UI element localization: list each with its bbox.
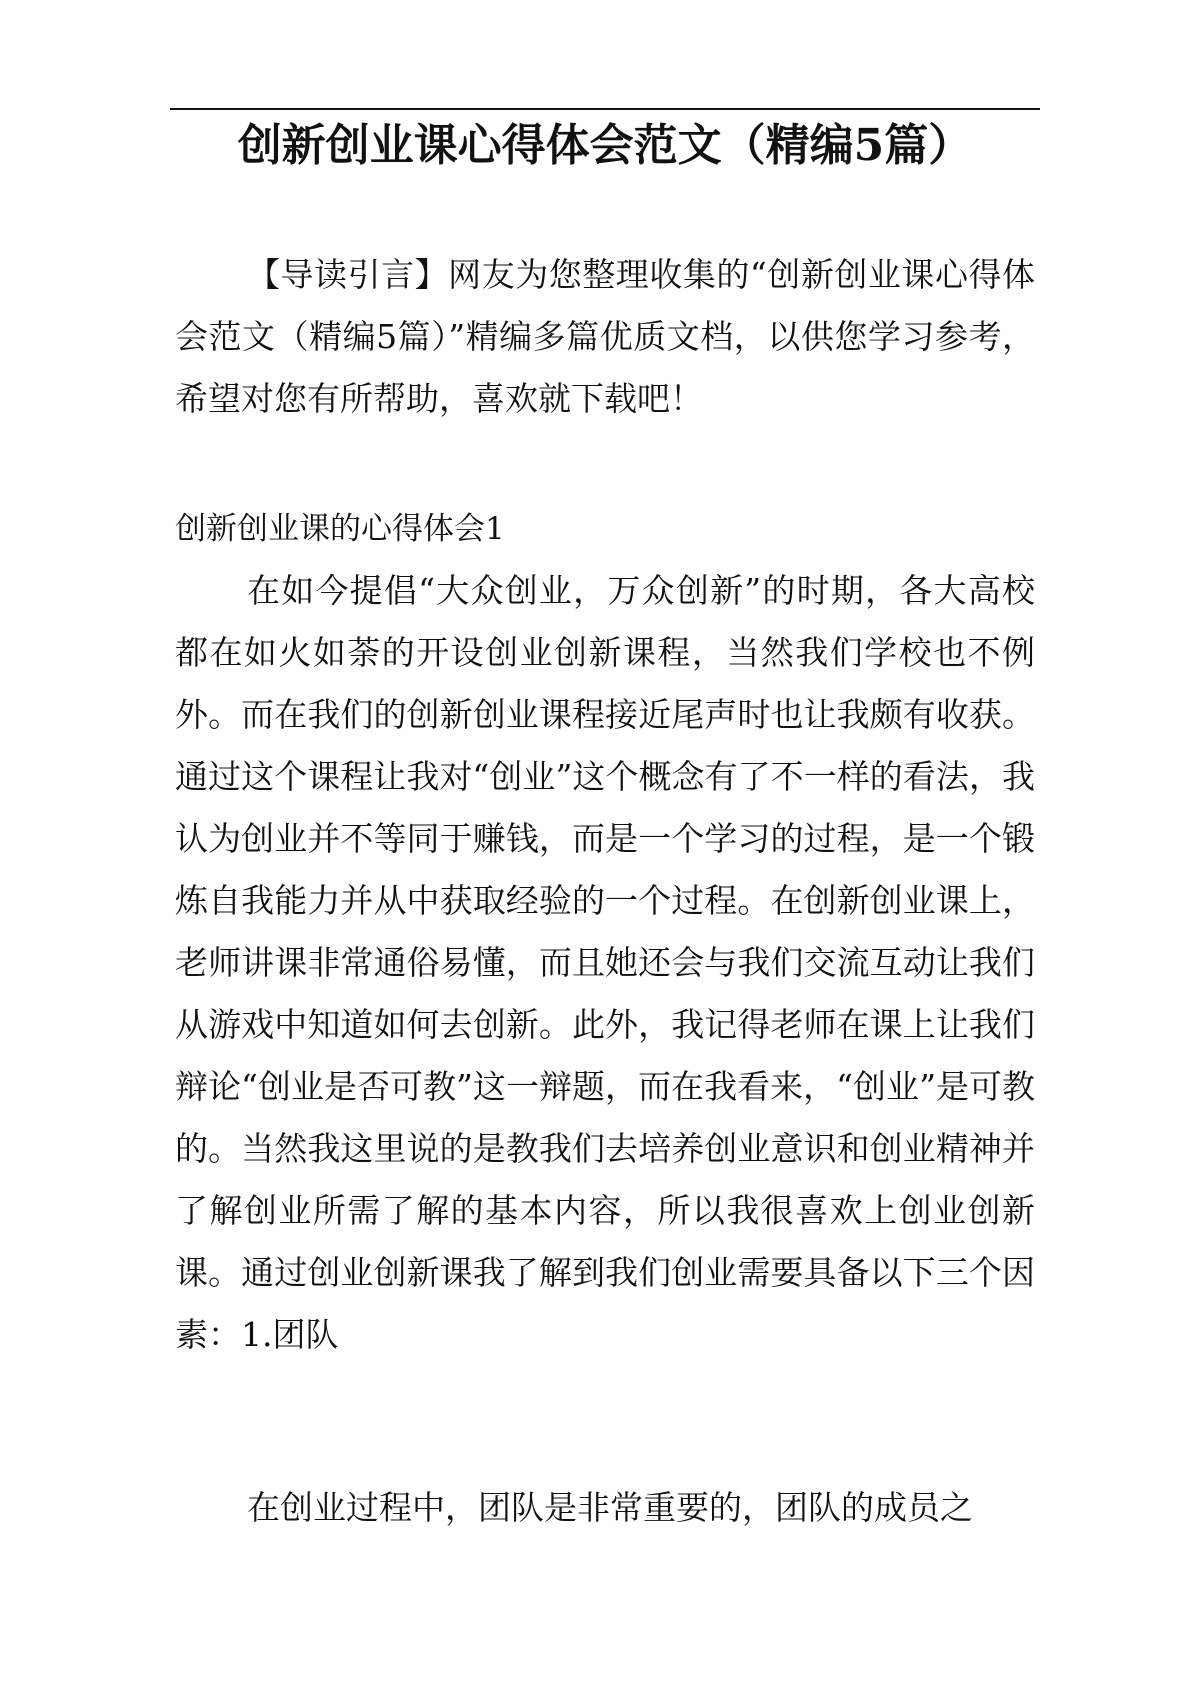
header-rule [170, 108, 1040, 110]
document-title: 创新创业课心得体会范文（精编5篇） [237, 120, 973, 171]
intro-paragraph: 【导读引言】网友为您整理收集的“创新创业课心得体会范文（精编5篇）”精编多篇优质文档，以供您学习参考，希望对您有所帮助，喜欢就下载吧！ [175, 255, 1035, 418]
section-heading: 创新创业课的心得体会1 [175, 511, 505, 547]
body-paragraph-2: 在创业过程中，团队是非常重要的，团队的成员之 [247, 1488, 973, 1527]
body-paragraph-1: 在如今提倡“大众创业，万众创新”的时期，各大高校都在如火如荼的开设创业创新课程，当然我们学校也不例外。而在我们的创新创业课程接近尾声时也让我颇有收获。通过这个课程让我对“创业”这个概念有了不一样的看法，我认为创业并不等同于赚钱，而是一个学习的过程，是一个锻炼自我能力并从中获取经验的一个过程。在创新创业课上，老师讲课非常通俗易懂，而且她还会与我们交流互动让我们从游戏中知道如何去创新。此外，我记得老师在课上让我们辩论“创业是否可教”这一辩题，而在我看来，“创业”是可教的。当然我这里说的是教我们去培养创业意识和创业精神并了解创业所需了解的基本内容，所以我很喜欢上创业创新课。通过创业创新课我了解到我们创业需要具备以下三个因素：1.团队 [175, 571, 1035, 1354]
